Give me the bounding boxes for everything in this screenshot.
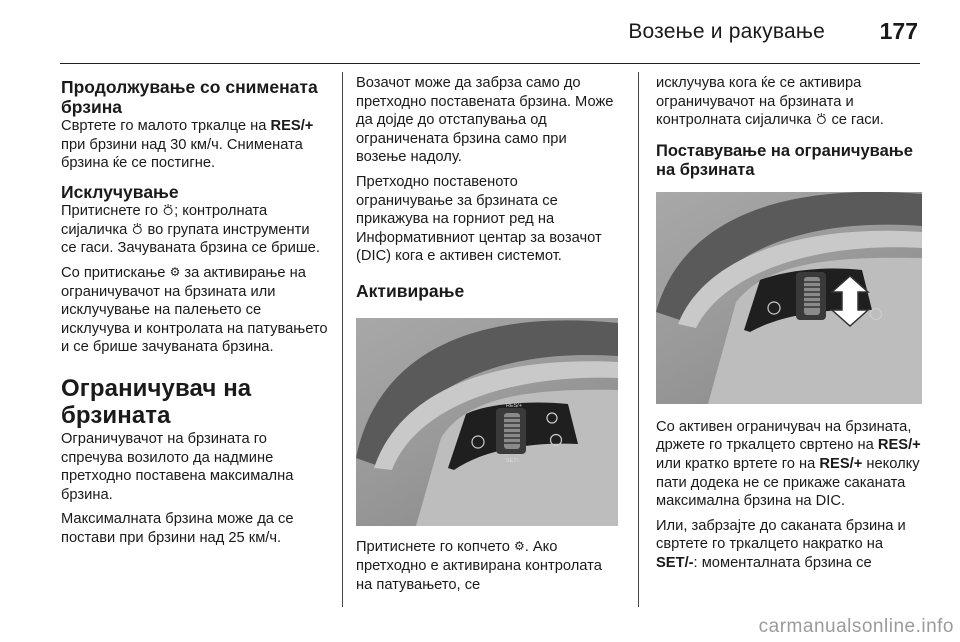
page-number: 177 [879, 18, 918, 44]
running-header-title: Возење и ракување [628, 20, 825, 43]
cruise-control-icon: ⛣ [162, 203, 175, 218]
heading-continue-speed: Продолжување со снимената брзина [61, 77, 318, 117]
paragraph-continue-speed: Свртете го малото тркалце на RES/+ при брзини над 30 км/ч. Снимената брзина ќе се постигне. [61, 118, 314, 172]
header-rule [60, 63, 920, 64]
steering-wheel-figure-activation [356, 318, 618, 526]
heading-activation: Активирање [356, 280, 465, 301]
thumbwheel [504, 413, 520, 449]
speed-limiter-icon: ⚙ [513, 539, 525, 554]
paragraph-intro-1: Возачот може да забрза само до претходно поставената брзина. Може да дојде до отстапувања од ограничената брзина само при возење надолу. [356, 75, 614, 166]
steering-wheel-illustration-2 [656, 192, 922, 404]
paragraph-setting-2: Или, забрзајте до саканата брзина и свртете го тркалцето накратко на SET/-: моменталната брзина се [656, 517, 906, 571]
paragraph-limiter-2: Максималната брзина може да се постави при брзини над 25 км/ч. [61, 511, 294, 546]
paragraph-intro-2: Претходно поставеното ограничување за брзината се прикажува на горниот ред на Информативниот центар за возачот (DIC) кога е активен системот. [356, 173, 602, 265]
paragraph-limiter-1: Ограничувачот на брзината го спречува возилото да надмине претходно поставена максимална брзина. [61, 431, 294, 503]
heading-setting-limit: Поставување на ограничување на брзината [656, 141, 913, 179]
watermark: carmanualsonline.info [758, 616, 954, 637]
cruise-control-icon: ⛣ [131, 221, 144, 236]
column-divider-2 [638, 72, 639, 607]
heading-speed-limiter: Ограничувач на брзината [61, 375, 252, 430]
speed-limiter-icon: ⚙ [169, 265, 181, 280]
column-1 [61, 74, 329, 554]
res-label: RES/+ [270, 118, 314, 134]
set-figure-label: SET/- [506, 458, 521, 465]
paragraph-setting-1: Со активен ограничувач на брзината, држете го тркалцето свртено на RES/+ или кратко вртете го на RES/+ неколку пати додека не се прикаже саканата максимална брзина на DIC. [656, 418, 921, 510]
paragraph-continued: исклучува кога ќе се активира ограничувачот на брзината и контролната сијаличка ⛣ се гаси. [656, 75, 884, 129]
column-3 [656, 74, 922, 579]
steering-wheel-figure-setting [656, 192, 922, 404]
column-2 [356, 74, 618, 600]
paragraph-switch-off-1: Притиснете го ⛣; контролната сијаличка ⛣ во групата инструменти се гаси. Зачуваната брзина се брише. [61, 203, 320, 257]
thumbwheel [804, 277, 820, 315]
column-divider-1 [342, 72, 343, 607]
paragraph-switch-off-2: Со притискање ⚙ за активирање на ограничувачот на брзината или исклучување на палењето се исклучува и контролата на патувањето и се брише зачуваната брзина. [61, 265, 328, 356]
res-figure-label: RES/+ [506, 403, 523, 410]
paragraph-activation: Притиснете го копчето ⚙. Ако претходно е активирана контролата на патувањето, се [356, 539, 602, 593]
cruise-control-icon: ⛣ [815, 112, 828, 127]
heading-switch-off: Исклучување [61, 181, 179, 202]
steering-wheel-illustration [356, 318, 618, 526]
